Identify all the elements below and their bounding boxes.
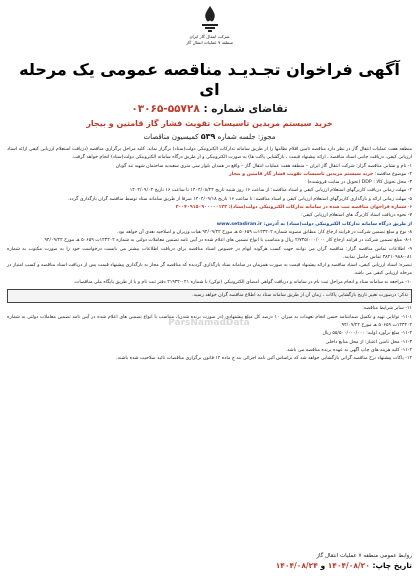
item-2-subject: خرید سیستم مریدین تاسیسات تقویت فشار گاز قامتین و بیجار xyxy=(229,171,374,177)
items-list xyxy=(7,163,412,287)
permit-line xyxy=(7,131,412,143)
watermark: ParsNamadData xyxy=(168,318,250,328)
item-7-link[interactable]: از طریق درگاه سامانه تدارکات الکترونیکی دولت(ستاد) به آدرس: www.setadiran.ir xyxy=(216,221,412,227)
item-2: ۲- موضوع مناقصه: خرید سیستم مریدین تاسیسات تقویت فشار گاز قامتین و بیجار xyxy=(229,171,412,177)
item-9: ۹- اطلاعات تماس مناقصه گزار: مناقصه گران می توانند جهت کسب هرگونه ابهام در خصوص اسناد مناقصه برای دریافت اطلاعات بیشتر می بایست درخواست خود را به صورت مکتوب به شماره ۰۸۱-۳۸۲۱۰۹۸۸ تماس حاصل نمایند. xyxy=(7,246,412,260)
request-number-line xyxy=(7,102,412,116)
item-11-2: ۱۱-۲- مبلغ برآورد اولیه: ۵۵/۵۰۰/۰۰۰/۰۰۰ ریال xyxy=(322,331,412,337)
item-note: تبصره: اسناد ارزیابی کیفی، اسناد مناقصه و ارائه پیشنهاد قیمت به صورت همزمان در سامانه ستاد بارگذاری گردیده که مناقصه گر مجاز به بارگذاری پیشنهاد قیمت پس از دریافت اسناد مناقصه و کسب امتیاز در مرحله ارزیابی کیفی می باشد. xyxy=(7,263,412,277)
date-change-note-box xyxy=(7,289,412,303)
permit-number: ۵۳۹ xyxy=(200,132,216,141)
org-name: شرکت انتقال گاز ایران xyxy=(189,34,230,39)
date-second: ۱۴۰۴/۰۸/۲۴ xyxy=(275,561,318,570)
item-11-4: ۱۱-۴- کلیه هزینه های چاپ آگهی به عهده برنده مناقصه می باشد. xyxy=(285,347,412,353)
items-list-2 xyxy=(7,305,412,363)
request-label: تقاضای شماره : xyxy=(203,103,288,115)
item-11: ۱۱- سایر شرایط مناقصه: xyxy=(362,306,412,312)
permit-prefix: مجوز: جلسه شماره xyxy=(217,133,276,141)
item-8: ۸- نوع و مبلغ تضمین شرکت در فرایند ارجاع کار: مطابق مصوبه شماره ۱۲۳۴۰۲ت ۵۰۶۵۹ هـ مورخ ۹۴/۰۹/۲۲ هیات وزیران و اصلاحیه بعدی آن خواهد بود. xyxy=(117,229,412,235)
publish-dates: تاریخ چاپ: ۱۴۰۴/۰۸/۲۰ و ۱۴۰۴/۰۸/۲۴ xyxy=(275,561,412,570)
item-12: ۱۲- پاکات پیشنهاد نرخ مناقصه گرانی بازگشایی خواهد شد که براساس آئین نامه اجرائی بند ج ماده ۱۲ قانون برگزاری مناقصات تائید صلاحیت شده باشند. xyxy=(116,356,412,362)
org-region: منطقه ۷ عملیات انتقال گاز xyxy=(186,40,233,45)
tender-subject: خرید سیستم مریدین تاسیسات تقویت فشار گاز قامتین و بیجار xyxy=(86,119,333,128)
nigc-flame-logo-icon xyxy=(197,4,223,34)
publisher: روابط عمومی منطقه ۷ عملیات انتقال گاز xyxy=(316,553,412,559)
item-8-1: ۸-۱- مبلغ تضمین شرکت در فرایند ارجاع کار ۲/۷۳۵/۰۰۰/۰۰۰ ریال و متناسب با انواع تضمین های اعلام شده در آیین نامه تضمین معاملات دولتی به شماره ۱۲۳۴۰۲ت ۵۰۶۵۹ هـ مورخ ۹۴/۰۹/۲۲ xyxy=(44,238,412,244)
permit-suffix: کمیسیون مناقصات xyxy=(143,133,199,141)
item-3: ۳- محل تحویل کالا : DDP (تحویل در سایت فروشنده) xyxy=(307,180,412,186)
item-11-3: ۱۱-۳- محل تامین اعتبار: از محل منابع داخلی xyxy=(325,339,412,345)
header xyxy=(7,4,412,56)
date-change-note: تذکر: درصورت تغییر تاریخ بازگشایی پاکات ، زمان آن از طریق سامانه ستاد به اطلاع مناقصه گران خواهد رسید. xyxy=(192,293,408,299)
item-11-1: ۱۱-۱- توانایی تهیه و تکمیل ضمانتنامه حسن انجام تعهدات به میزان ۱۰ درصد کل مبلغ پیشنهادی (در صورت برنده شدن)، متناسب با انواع تضمین های اعلام شده در آیین نامه تضمین معاملات دولتی به شماره ۱۲۳۴۰۲ت ۵۰۶۵۹ هـ مورخ ۹۴/۰۹/۲۲ xyxy=(7,314,413,328)
item-5: ۵- مهلت زمانی ارائه و بارگذاری کاربرگهای استعلام ارزیابی کیفی و اسناد مناقصه: تا ساعت ۱۶ تاریخ ۱۴۰۴/۰۹/۱۸ صرفا از طریق سامانه ستاد توسط مناقصه گران بارگذاری گردد. xyxy=(67,196,412,202)
item-4: ۴- مهلت زمانی دریافت کاربرگهای استعلام ارزیابی کیفی و اسناد مناقصه: از ساعت ۱۶ روز شنبه تاریخ ۱۴۰۴/۰۸/۲۴ تا ساعت ۱۶ تاریخ ۱۴۰۴/۰۹/۰۴ xyxy=(129,188,412,194)
date-first: ۱۴۰۴/۰۸/۲۰ xyxy=(327,561,370,570)
dates-label: تاریخ چاپ: xyxy=(372,561,412,570)
item-10: ۱۰- مراجعه به سامانه ستاد و انجام مراحل ثبت نام در سامانه و دریافت گواهی امضای الکترونیکی (توکن) با شماره ۰۲۱-۴۱۹۳۴ دفتر ثبت نام و یا از طریق پایگاه ملی مناقصات. xyxy=(73,279,412,285)
item-1: ۱- نام و نشانی مناقصه گزار: شرکت انتقال گاز ایران – منطقه هفت عملیات انتقال گاز – واقع در همدان بلوار سی متری سعیدیه ساختمان شهید تند گویان xyxy=(115,163,412,169)
intro-paragraph: منطقه هفت عملیات انتقال گاز در نظر دارد مناقصه تامین اقلام نظامها را از طریق سامانه تدارکات الکترونیکی دولت(ستاد) برگزار نماید. کلیه مراحل برگزاری مناقصه (دریافت استعلام ارزیابی کیفی ارائه اسناد ارزیابی کیفی، دریافت جانبی اسناد مناقصه ، ارائه پیشنهاد قیمت ، بازگشایی پاکت ها) به صورت الکترونیکی و از طریق درگاه سامانه الکترونیکی دولت(ستاد) انجام خواهد گرفت. xyxy=(7,147,412,161)
footer xyxy=(7,552,412,570)
notice-title: آگهی فراخوان تجـدیـد مناقصه عمومی یک مرحله ای xyxy=(19,60,400,99)
item-6: ۶- شماره فراخوان مناقصه ثبت شده در سامانه تدارکات الکترونیکی دولت(ستاد): ۲۰۰۴۰۹۱۵۰۹۰۰۰۰۰۱۲۲ xyxy=(175,205,412,211)
item-7: ۷- نحوه دریافت اسناد کاربرگ های استعلام ارزیابی کیفی: xyxy=(301,213,412,219)
request-number: ۵۵۷۲۸-۰۳۰۶۵ xyxy=(131,103,200,115)
